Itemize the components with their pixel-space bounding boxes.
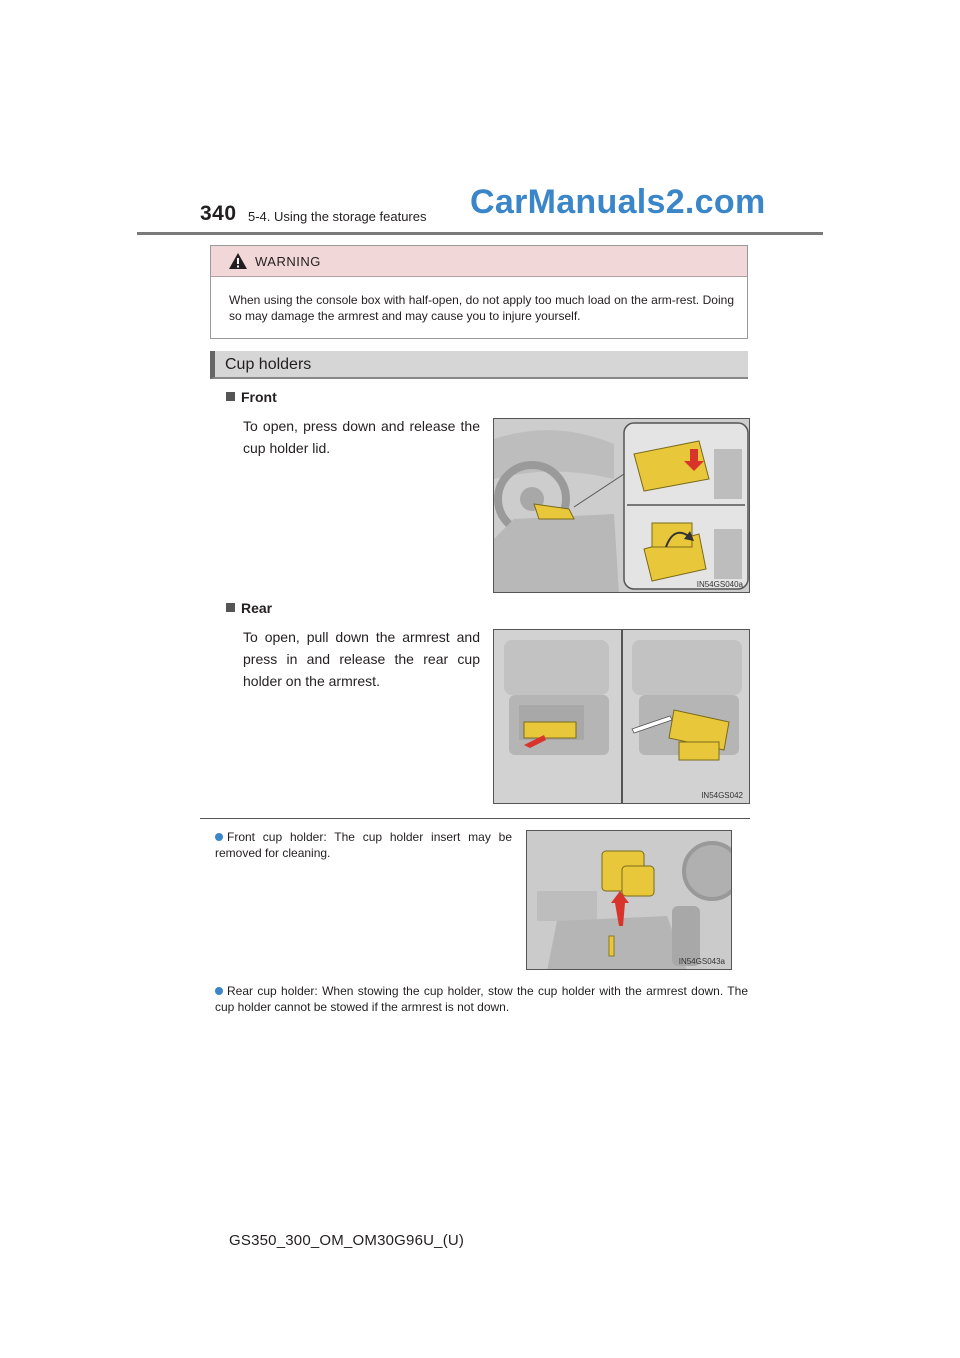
divider-rule (200, 818, 750, 819)
page-number: 340 (200, 202, 237, 225)
watermark: CarManuals2.com (470, 183, 766, 221)
front-cup-holder-figure (493, 418, 750, 593)
note-front: Front cup holder: The cup holder insert may be removed for cleaning. (215, 830, 512, 860)
square-bullet-icon (226, 603, 235, 612)
warning-text: When using the console box with half-open, do not apply too much load on the arm-rest. Doing so may damage the armrest and may cause you to injure yourself. (229, 293, 734, 323)
front-illustration (494, 419, 750, 593)
rear-cup-holder-figure (493, 629, 750, 804)
rear-description: To open, pull down the armrest and press in and release the rear cup holder on the armrest. (243, 629, 480, 689)
front-description: To open, press down and release the cup holder lid. (243, 418, 480, 456)
section-heading-text: Cup holders (225, 356, 312, 373)
section-title: 5-4. Using the storage features (248, 209, 427, 224)
warning-label: WARNING (255, 254, 321, 269)
insert-removal-figure (526, 830, 732, 970)
figure-code: IN54GS042 (701, 791, 743, 800)
section-heading (210, 351, 748, 379)
bullet-icon (215, 987, 223, 995)
square-bullet-icon (226, 392, 235, 401)
figure-code: IN54GS043a (678, 957, 725, 966)
bullet-icon (215, 833, 223, 841)
insert-illustration (527, 831, 732, 970)
warning-box (210, 245, 748, 339)
rear-illustration (494, 630, 750, 804)
warning-triangle-icon (228, 252, 248, 270)
header-rule (137, 232, 823, 235)
rear-subheading: Rear (226, 600, 272, 618)
footer-code: GS350_300_OM_OM30G96U_(U) (229, 1232, 465, 1249)
warning-header (211, 246, 747, 277)
figure-code: IN54GS040a (696, 580, 743, 589)
note-rear: Rear cup holder: When stowing the cup holder, stow the cup holder with the armrest down. The cup holder cannot be stowed if the armrest is not down. (215, 984, 748, 1014)
front-subheading: Front (226, 389, 277, 407)
